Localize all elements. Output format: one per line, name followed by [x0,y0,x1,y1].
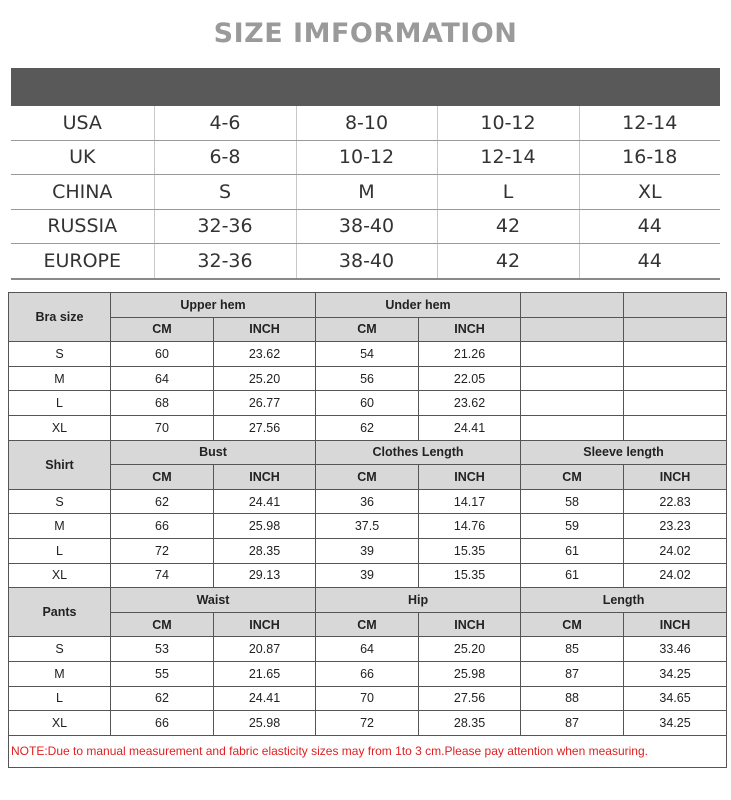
unit-header: INCH [624,612,727,637]
conversion-row [11,175,720,210]
measurement-value: 34.65 [624,686,727,711]
measurement-value: 24.41 [419,415,521,440]
measurement-value: 25.98 [419,661,521,686]
measurement-value: 24.41 [214,489,316,514]
unit-header: INCH [214,465,316,490]
size-label: M [9,661,111,686]
conversion-row [11,244,720,279]
unit-header: CM [111,612,214,637]
measurement-value: 62 [111,489,214,514]
measurement-value [521,415,624,440]
unit-header: CM [111,317,214,342]
measurement-value: 15.35 [419,563,521,588]
conversion-size-cell: XL [579,175,720,210]
size-label: M [9,514,111,539]
measurement-value: 23.62 [214,342,316,367]
table-row [9,366,727,391]
measurement-value: 72 [316,711,419,736]
section-group-row [9,588,727,613]
measurement-value: 23.23 [624,514,727,539]
table-row [9,342,727,367]
measurement-value [624,366,727,391]
measurement-value: 36 [316,489,419,514]
size-label: S [9,489,111,514]
page-title: SIZE IMFORMATION [213,18,518,49]
measurement-value: 22.83 [624,489,727,514]
measurement-group-header: Hip [316,588,521,613]
measurement-table [8,292,727,768]
measurement-value: 60 [111,342,214,367]
measurement-value: 61 [521,563,624,588]
measurement-group-header: Upper hem [111,293,316,318]
section-group-row [9,293,727,318]
measurement-value: 66 [111,711,214,736]
measurement-value: 70 [316,686,419,711]
section-unit-row [9,465,727,490]
conversion-size-cell: 6-8 [154,140,296,175]
table-row [9,514,727,539]
table-row [9,563,727,588]
measurement-value: 39 [316,538,419,563]
section-name: Bra size [9,293,111,342]
measurement-value: 23.62 [419,391,521,416]
measurement-value: 66 [111,514,214,539]
unit-header: INCH [214,612,316,637]
section-unit-row [9,317,727,342]
measurement-group-header: Sleeve length [521,440,727,465]
measurement-group-header: Clothes Length [316,440,521,465]
conversion-size-cell: L [437,175,579,210]
note-row [9,735,727,767]
unit-header: CM [316,612,419,637]
conversion-row [11,106,720,140]
empty-header [521,317,624,342]
measurement-value: 24.02 [624,563,727,588]
table-row [9,686,727,711]
conversion-size-cell: 44 [579,209,720,244]
unit-header: INCH [419,465,521,490]
conversion-size-cell: 42 [437,209,579,244]
size-label: XL [9,563,111,588]
measurement-value: 66 [316,661,419,686]
table-row [9,637,727,662]
measurement-value: 74 [111,563,214,588]
unit-header: INCH [214,317,316,342]
conversion-region-label: USA [11,106,154,140]
measurement-value: 25.98 [214,711,316,736]
measurement-value: 58 [521,489,624,514]
measurement-group-header: Under hem [316,293,521,318]
unit-header: CM [111,465,214,490]
size-label: M [9,366,111,391]
table-row [9,391,727,416]
conversion-header-bar [11,68,720,106]
conversion-size-cell: 32-36 [154,244,296,279]
measurement-value: 34.25 [624,661,727,686]
measurement-value: 28.35 [214,538,316,563]
measurement-group-header: Waist [111,588,316,613]
unit-header: INCH [624,465,727,490]
measurement-value: 21.65 [214,661,316,686]
unit-header: CM [316,317,419,342]
measurement-value: 72 [111,538,214,563]
size-label: XL [9,415,111,440]
table-row [9,415,727,440]
measurement-value: 20.87 [214,637,316,662]
table-row [9,661,727,686]
measurement-value: 27.56 [419,686,521,711]
size-label: XL [9,711,111,736]
measurement-group-header [624,293,727,318]
measurement-value: 68 [111,391,214,416]
measurement-value: 53 [111,637,214,662]
measurement-value: 61 [521,538,624,563]
measurement-value: 27.56 [214,415,316,440]
conversion-size-cell: 32-36 [154,209,296,244]
size-conversion-table [11,106,720,280]
table-row [9,489,727,514]
measurement-value: 26.77 [214,391,316,416]
measurement-value: 64 [316,637,419,662]
measurement-value [624,391,727,416]
conversion-row [11,209,720,244]
conversion-size-cell: 38-40 [296,209,437,244]
conversion-size-cell: 42 [437,244,579,279]
measurement-value: 56 [316,366,419,391]
measurement-value: 59 [521,514,624,539]
measurement-value: 29.13 [214,563,316,588]
measurement-group-header: Bust [111,440,316,465]
measurement-value: 24.02 [624,538,727,563]
conversion-size-cell: 12-14 [437,140,579,175]
measurement-value: 22.05 [419,366,521,391]
measurement-value: 25.20 [214,366,316,391]
measurement-value: 62 [316,415,419,440]
unit-header: CM [316,465,419,490]
measurement-value: 14.17 [419,489,521,514]
size-label: S [9,342,111,367]
unit-header: CM [521,465,624,490]
measurement-value: 14.76 [419,514,521,539]
measurement-value: 25.98 [214,514,316,539]
section-group-row [9,440,727,465]
table-row [9,711,727,736]
conversion-size-cell: 38-40 [296,244,437,279]
measurement-note: NOTE:Due to manual measurement and fabric elasticity sizes may from 1to 3 cm.Please pay attention when measuring. [9,735,727,767]
measurement-value: 70 [111,415,214,440]
unit-header: CM [521,612,624,637]
measurement-value [521,342,624,367]
measurement-value: 88 [521,686,624,711]
conversion-size-cell: S [154,175,296,210]
measurement-value [521,391,624,416]
conversion-size-cell: 10-12 [437,106,579,140]
measurement-value: 24.41 [214,686,316,711]
measurement-value: 25.20 [419,637,521,662]
measurement-value: 60 [316,391,419,416]
size-label: L [9,538,111,563]
empty-header [624,317,727,342]
conversion-size-cell: 16-18 [579,140,720,175]
conversion-row [11,140,720,175]
measurement-value: 85 [521,637,624,662]
section-unit-row [9,612,727,637]
measurement-value: 87 [521,711,624,736]
conversion-size-cell: 10-12 [296,140,437,175]
size-label: L [9,391,111,416]
measurement-value: 87 [521,661,624,686]
conversion-region-label: CHINA [11,175,154,210]
size-label: L [9,686,111,711]
measurement-value: 39 [316,563,419,588]
measurement-value: 54 [316,342,419,367]
measurement-value: 55 [111,661,214,686]
conversion-region-label: UK [11,140,154,175]
measurement-value: 37.5 [316,514,419,539]
measurement-group-header: Length [521,588,727,613]
conversion-size-cell: M [296,175,437,210]
measurement-value: 15.35 [419,538,521,563]
measurement-value [624,342,727,367]
measurement-value: 62 [111,686,214,711]
measurement-value: 21.26 [419,342,521,367]
section-name: Shirt [9,440,111,489]
measurement-value [624,415,727,440]
unit-header: INCH [419,612,521,637]
unit-header: INCH [419,317,521,342]
measurement-value: 64 [111,366,214,391]
measurement-value: 33.46 [624,637,727,662]
size-label: S [9,637,111,662]
conversion-size-cell: 12-14 [579,106,720,140]
conversion-size-cell: 8-10 [296,106,437,140]
measurement-value: 28.35 [419,711,521,736]
conversion-size-cell: 4-6 [154,106,296,140]
measurement-value: 34.25 [624,711,727,736]
table-row [9,538,727,563]
measurement-value [521,366,624,391]
conversion-region-label: EUROPE [11,244,154,279]
conversion-region-label: RUSSIA [11,209,154,244]
measurement-group-header [521,293,624,318]
section-name: Pants [9,588,111,637]
conversion-size-cell: 44 [579,244,720,279]
